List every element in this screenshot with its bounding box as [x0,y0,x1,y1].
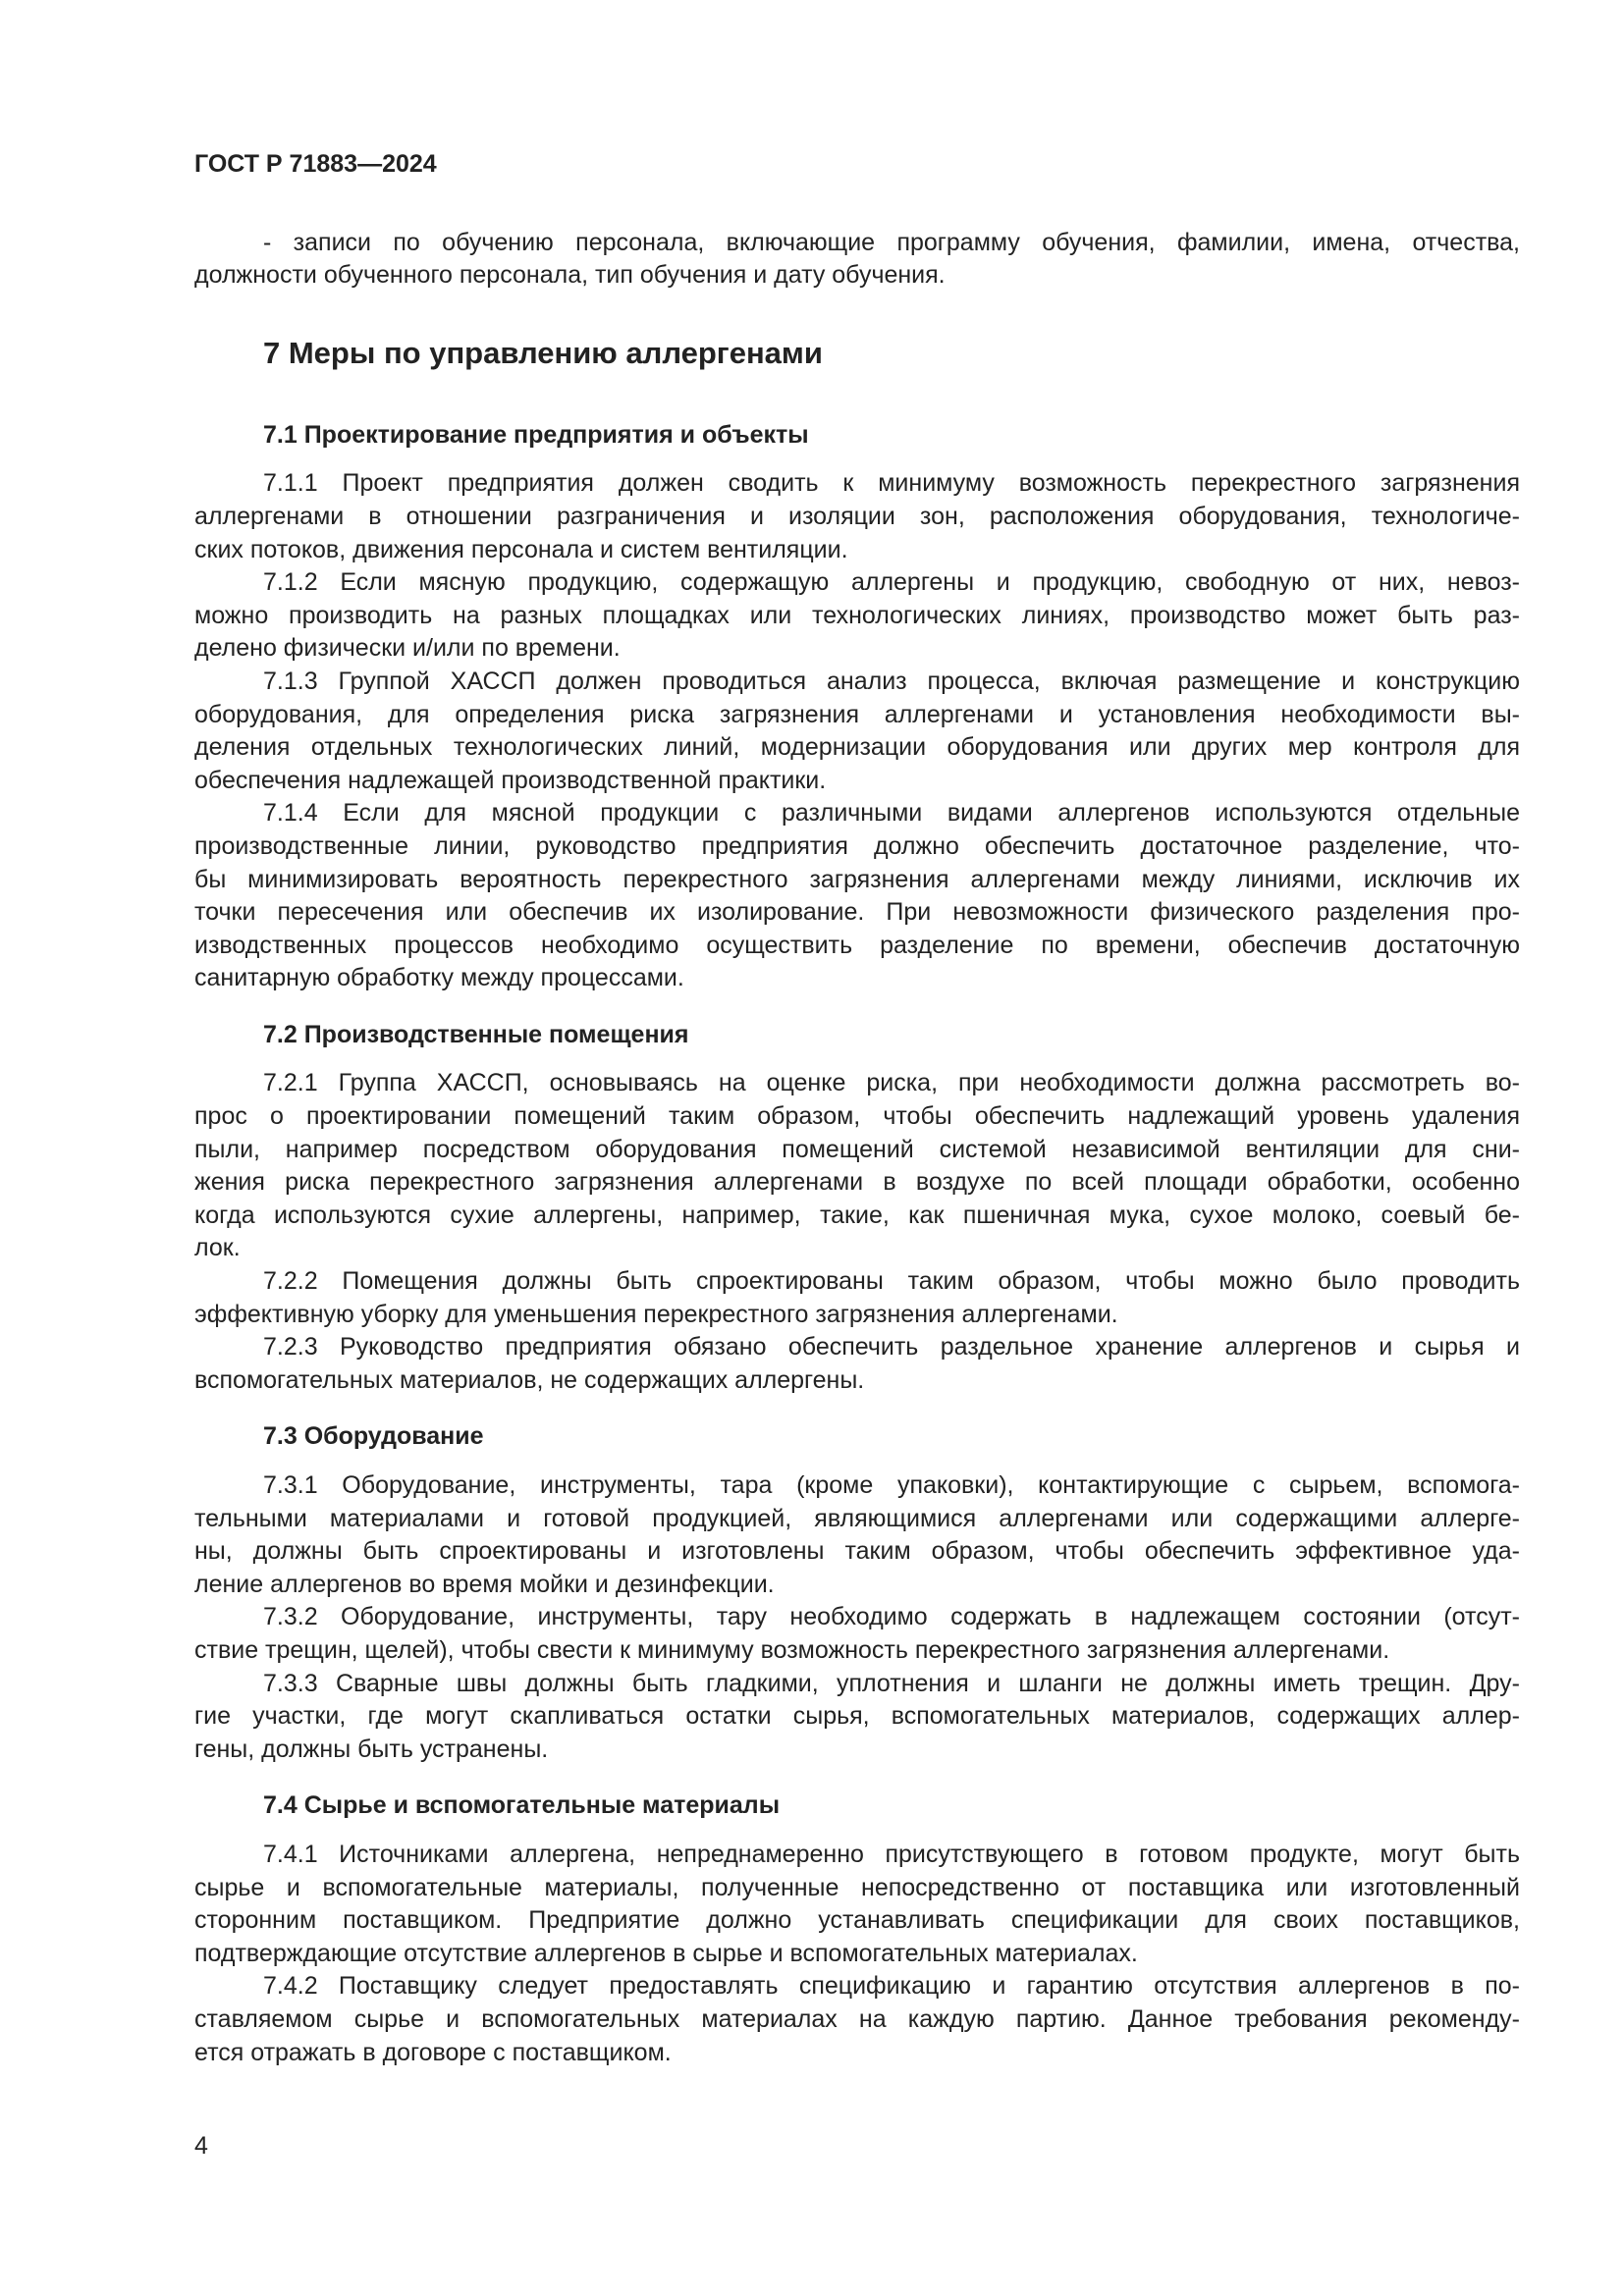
paragraph [194,1668,1520,1767]
text-line: делено физически и/или по времени. [194,634,621,663]
text-line: когда используются сухие аллергены, например, такие, как пшеничная мука, сухое молоко, соевый бе- [194,1201,1520,1229]
paragraph [194,666,1520,797]
text-line: изводственных процессов необходимо осуществить разделение по времени, обеспечив достаточную [194,931,1520,959]
text-line: ствие трещин, щелей), чтобы свести к минимуму возможность перекрестного загрязнения аллергенами. [194,1635,1390,1664]
text-line: должности обученного персонала, тип обучения и дату обучения. [194,261,946,290]
text-line: оборудования, для определения риска загрязнения аллергенами и установления необходимости вы- [194,700,1520,728]
text-line: ских потоков, движения персонала и систем вентиляции. [194,535,848,563]
document-page [194,148,1520,2069]
text-line: эффективную уборку для уменьшения перекрестного загрязнения аллергенами. [194,1300,1118,1328]
paragraph [194,1970,1520,2069]
intro-paragraph [194,227,1520,293]
paragraph [194,1331,1520,1397]
text-line: сырье и вспомогательные материалы, полученные непосредственно от поставщика или изготовленный [194,1873,1520,1901]
text-line: обеспечения надлежащей производственной практики. [194,766,827,794]
page-number: 4 [194,2132,208,2160]
text-line: 7.3.1 Оборудование, инструменты, тара (кроме упаковки), контактирующие с сырьем, вспомога- [263,1471,1520,1499]
text-line: гены, должны быть устранены. [194,1735,549,1763]
paragraph [194,1601,1520,1667]
subsection-title: 7.1 Проектирование предприятия и объекты [263,420,809,449]
document-header: ГОСТ Р 71883—2024 [194,150,437,178]
text-line: лок. [194,1234,241,1262]
text-line: можно производить на разных площадках или технологических линиях, производство может быть раз- [194,601,1520,629]
text-line: тельными материалами и готовой продукцией, являющимися аллергенами или содержащими аллерге- [194,1504,1520,1532]
section-title: 7 Меры по управлению аллергенами [263,335,823,370]
text-line: прос о проектировании помещений таким образом, чтобы обеспечить надлежащий уровень удаления [194,1102,1520,1131]
paragraph [194,1469,1520,1601]
text-line: 7.2.3 Руководство предприятия обязано обеспечить раздельное хранение аллергенов и сырья и [263,1333,1520,1362]
text-line: бы минимизировать вероятность перекрестного загрязнения аллергенами между линиями, исключив их [194,865,1520,893]
text-line: ставляемом сырье и вспомогательных материалах на каждую партию. Данное требования рекоменду- [194,2004,1520,2033]
paragraph [194,1265,1520,1331]
text-line: 7.2.1 Группа ХАССП, основываясь на оценке риска, при необходимости должна рассмотреть во- [263,1069,1520,1097]
text-line: производственные линии, руководство предприятия должно обеспечить достаточное разделение, что- [194,831,1520,860]
paragraph [194,797,1520,995]
subsection-title: 7.2 Производственные помещения [263,1020,689,1048]
text-line: 7.1.2 Если мясную продукцию, содержащую аллергены и продукцию, свободную от них, невоз- [263,568,1520,597]
text-line: 7.4.1 Источниками аллергена, непреднамеренно присутствующего в готовом продукте, могут быть [263,1840,1520,1868]
paragraph [194,1067,1520,1265]
subsections [194,419,1520,2069]
text-line: гие участки, где могут скапливаться остатки сырья, вспомогательных материалов, содержащих аллер- [194,1702,1520,1731]
text-line: ление аллергенов во время мойки и дезинфекции. [194,1570,775,1598]
text-line: 7.2.2 Помещения должны быть спроектированы таким образом, чтобы можно было проводить [263,1267,1520,1296]
text-line: 7.3.2 Оборудование, инструменты, тару необходимо содержать в надлежащем состоянии (отсут- [263,1603,1520,1631]
paragraph [194,1839,1520,1970]
text-line: деления отдельных технологических линий, модернизации оборудования или других мер контроля для [194,733,1520,762]
paragraph [194,566,1520,666]
text-line: ны, должны быть спроектированы и изготовлены таким образом, чтобы обеспечить эффективное уда- [194,1537,1520,1566]
text-line: 7.4.2 Поставщику следует предоставлять спецификацию и гарантию отсутствия аллергенов в по- [263,1972,1520,2001]
text-line: жения риска перекрестного загрязнения аллергенами в воздухе по всей площади обработки, особенно [194,1168,1520,1197]
text-line: сторонним поставщиком. Предприятие должно устанавливать спецификации для своих поставщиков, [194,1906,1520,1935]
text-line: 7.1.3 Группой ХАССП должен проводиться анализ процесса, включая размещение и конструкцию [263,667,1520,695]
text-line: 7.3.3 Сварные швы должны быть гладкими, уплотнения и шланги не должны иметь трещин. Дру- [263,1669,1520,1697]
text-line: подтверждающие отсутствие аллергенов в сырье и вспомогательных материалах. [194,1939,1138,1967]
text-line: точки пересечения или обеспечив их изолирование. При невозможности физического разделения про- [194,898,1520,927]
text-line: аллергенами в отношении разграничения и изоляции зон, расположения оборудования, технологиче- [194,502,1520,530]
text-line: 7.1.1 Проект предприятия должен сводить к минимуму возможность перекрестного загрязнения [263,469,1520,498]
text-line: пыли, например посредством оборудования помещений системой независимой вентиляции для сни- [194,1135,1520,1163]
subsection-title: 7.3 Оборудование [263,1422,484,1451]
text-line: 7.1.4 Если для мясной продукции с различными видами аллергенов используются отдельные [263,799,1520,828]
paragraph [194,467,1520,566]
text-line: санитарную обработку между процессами. [194,964,684,992]
subsection-title: 7.4 Сырье и вспомогательные материалы [263,1791,781,1820]
text-line: вспомогательных материалов, не содержащих аллергены. [194,1365,865,1394]
text-line: ется отражать в договоре с поставщиком. [194,2038,672,2066]
text-line: - записи по обучению персонала, включающие программу обучения, фамилии, имена, отчества, [263,228,1520,256]
